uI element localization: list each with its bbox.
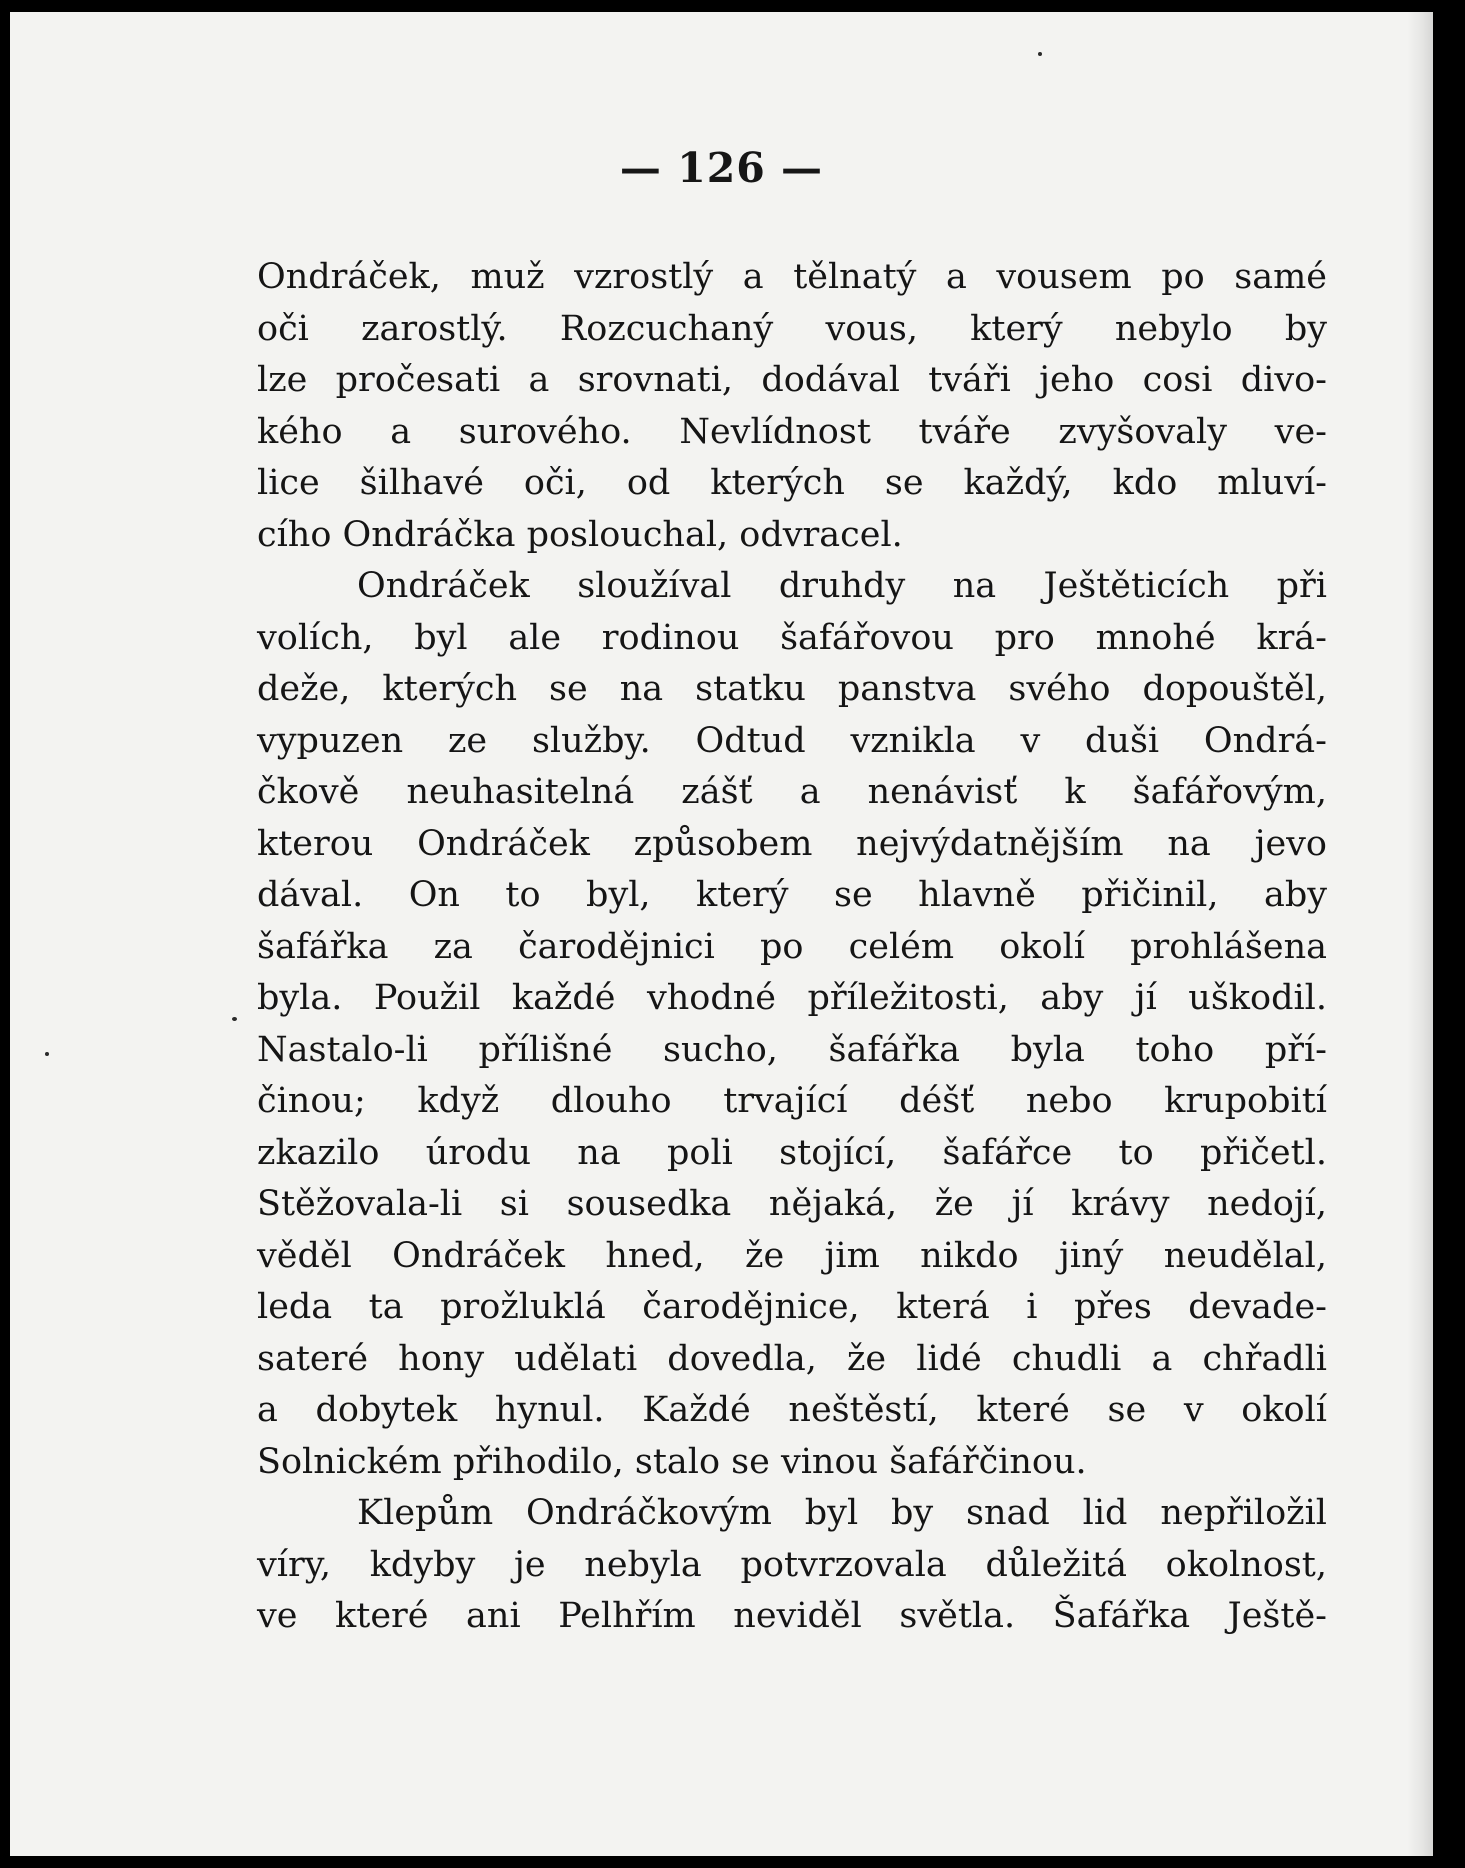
text-line: Nastalo-li přílišné sucho, šafářka byla toho pří- <box>257 1029 1327 1070</box>
page-number: — 126 — <box>619 144 824 192</box>
text-line: zkazilo úrodu na poli stojící, šafářce to přičetl. <box>257 1132 1327 1173</box>
text-line-paragraph-start: Klepům Ondráčkovým byl by snad lid nepřiložil <box>357 1493 1327 1533</box>
text-line: Stěžovala-li si sousedka nějaká, že jí krávy nedojí, <box>257 1184 1327 1224</box>
page-edge-shadow <box>1407 12 1433 1856</box>
paper-speck <box>1038 52 1042 56</box>
text-line: Solnickém přihodilo, stalo se vinou šafářčinou. <box>257 1441 1087 1482</box>
text-line: kterou Ondráček způsobem nejvýdatnějším na jevo <box>257 823 1327 864</box>
text-line: lze pročesati a srovnati, dodával tváři jeho cosi divo- <box>257 360 1327 400</box>
text-line: kého a surového. Nevlídnost tváře zvyšovaly ve- <box>257 411 1327 452</box>
text-line: sateré hony udělati dovedla, že lidé chudli a chřadli <box>257 1338 1327 1379</box>
text-line: dával. On to byl, který se hlavně přičinil, aby <box>257 875 1327 915</box>
text-line: věděl Ondráček hned, že jim nikdo jiný neudělal, <box>257 1235 1327 1276</box>
book-page <box>10 12 1433 1856</box>
text-line: deže, kterých se na statku panstva svého dopouštěl, <box>257 669 1327 709</box>
paper-speck <box>232 1017 237 1021</box>
text-line: vypuzen ze služby. Odtud vznikla v duši Ondrá- <box>257 720 1327 761</box>
text-line: a dobytek hynul. Každé neštěstí, které se v okolí <box>257 1390 1327 1430</box>
text-line: volích, byl ale rodinou šafářovou pro mnohé krá- <box>257 617 1327 658</box>
text-line: čkově neuhasitelná zášť a nenávisť k šafářovým, <box>257 772 1327 812</box>
text-line: Ondráček, muž vzrostlý a tělnatý a vousem po samé <box>257 257 1327 297</box>
text-line: ve které ani Pelhřím neviděl světla. Šafářka Ještě- <box>257 1596 1327 1636</box>
text-line: šafářka za čarodějnici po celém okolí prohlášena <box>257 926 1327 967</box>
body-text <box>257 252 1327 1643</box>
text-line: byla. Použil každé vhodné příležitosti, aby jí uškodil. <box>257 978 1327 1018</box>
text-line: víry, kdyby je nebyla potvrzovala důležitá okolnost, <box>257 1544 1327 1585</box>
text-line: leda ta prožluklá čarodějnice, která i přes devade- <box>257 1287 1327 1327</box>
text-line: oči zarostlý. Rozcuchaný vous, který nebylo by <box>257 308 1327 349</box>
text-line: činou; když dlouho trvající déšť nebo krupobití <box>257 1081 1327 1121</box>
text-line: cího Ondráčka poslouchal, odvracel. <box>257 514 903 555</box>
text-line-paragraph-start: Ondráček sloužíval druhdy na Ještěticích při <box>357 566 1327 606</box>
text-line: lice šilhavé oči, od kterých se každý, kdo mluví- <box>257 463 1327 503</box>
paper-speck <box>45 1052 49 1056</box>
